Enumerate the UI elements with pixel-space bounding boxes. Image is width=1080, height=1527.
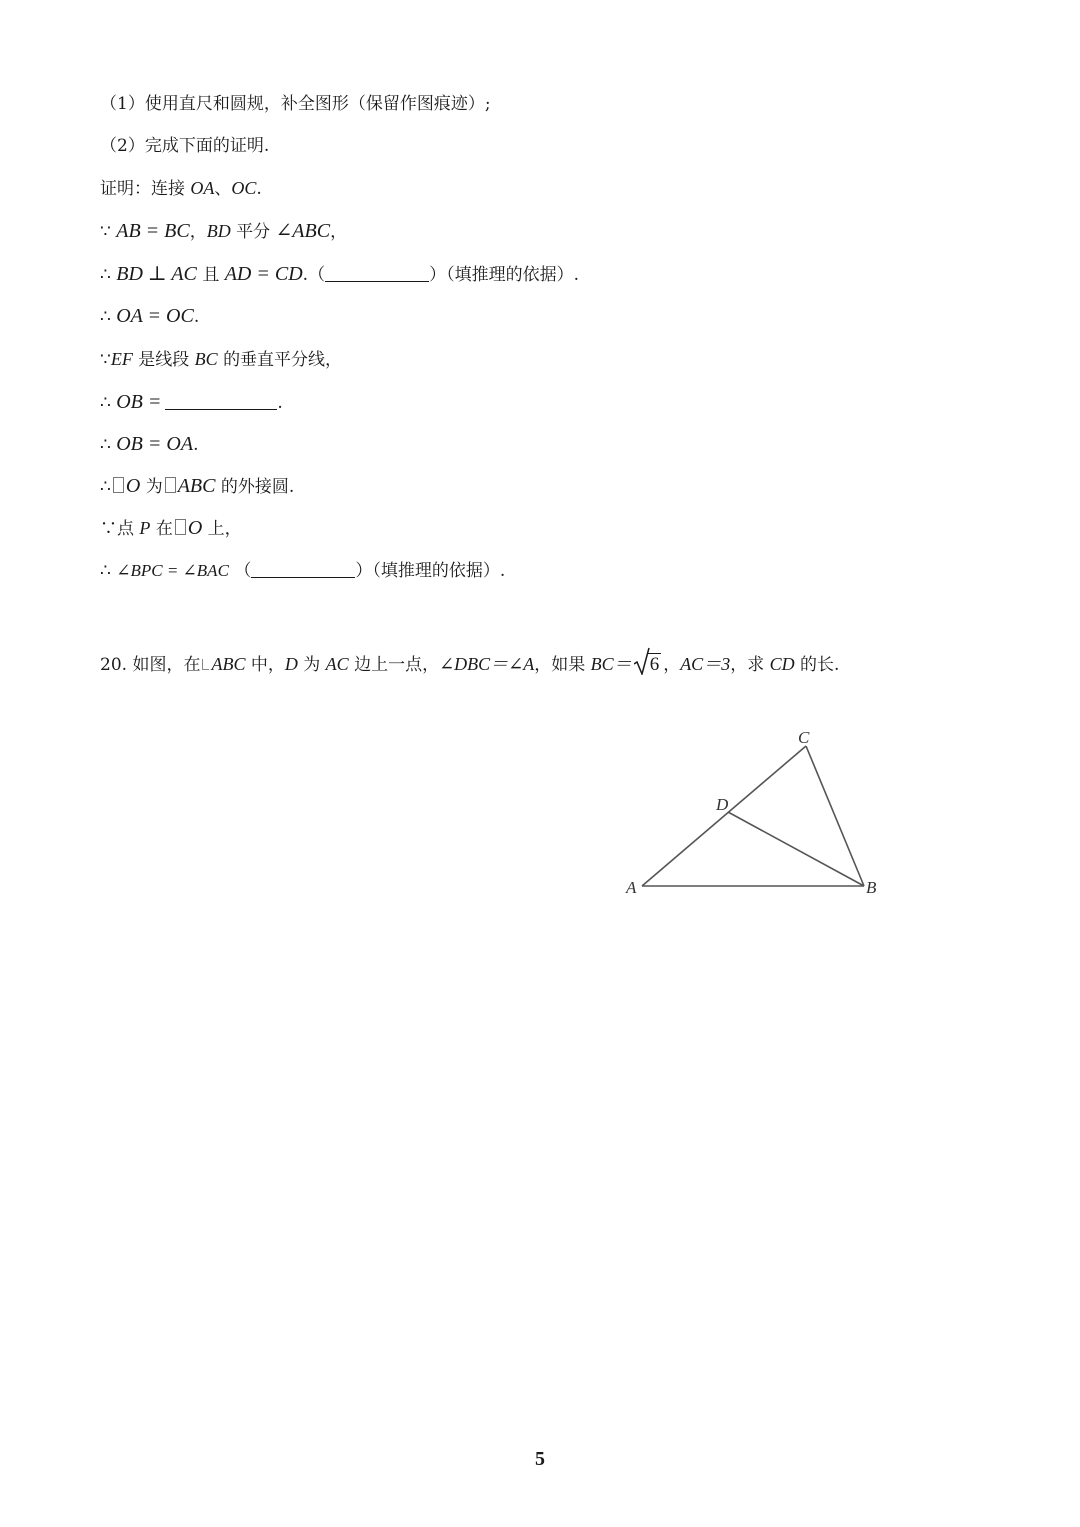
sqrt-expression: 6 [634, 653, 662, 677]
answer-blank-3[interactable] [251, 559, 355, 578]
proof-line-6: ∴ OB = OA. [100, 433, 199, 455]
label-c: C [798, 728, 810, 747]
label-a: A [626, 878, 637, 897]
page-number: 5 [535, 1448, 545, 1470]
answer-blank-2[interactable] [165, 391, 277, 410]
segment-ac [642, 746, 806, 886]
q20-question: 20. 如图，在 ABC 中，D 为 AC 边上一点，∠DBC＝∠A，如果 BC＝ 6 ，AC＝3，求 CD 的长. [100, 652, 839, 677]
proof-intro: 证明：连接 OA、OC. [100, 178, 262, 199]
q19-part1: （1）使用直尺和圆规，补全图形（保留作图痕迹）; [100, 94, 491, 114]
circle-symbol [113, 477, 124, 493]
answer-blank-1[interactable] [325, 263, 429, 282]
label-d: D [716, 795, 729, 814]
q19-part2: （2）完成下面的证明. [100, 136, 270, 156]
proof-line-2: ∴ BD ⊥ AC 且 AD = CD.（ ）（填推理的依据）. [100, 263, 579, 285]
triangle-symbol [202, 659, 209, 670]
proof-line-3: ∴ OA = OC. [100, 305, 200, 327]
radical-sign [634, 647, 650, 675]
proof-line-4: ∵EF 是线段 BC 的垂直平分线， [100, 349, 343, 370]
segment-cb [806, 746, 864, 886]
proof-line-8: ∵点 P 在 O 上， [100, 517, 242, 539]
triangle-figure [620, 724, 900, 904]
triangle-symbol [165, 477, 176, 493]
segment-db [728, 812, 864, 886]
proof-line-1: ∵ AB = BC，BD 平分 ∠ABC， [100, 220, 348, 242]
proof-line-7: ∴ O 为 ABC 的外接圆. [100, 475, 295, 497]
proof-line-5: ∴ OB = . [100, 391, 283, 413]
circle-symbol [175, 519, 186, 535]
proof-line-9: ∴ ∠BPC = ∠BAC （ ）（填推理的依据）. [100, 561, 506, 581]
label-b: B [866, 878, 877, 897]
